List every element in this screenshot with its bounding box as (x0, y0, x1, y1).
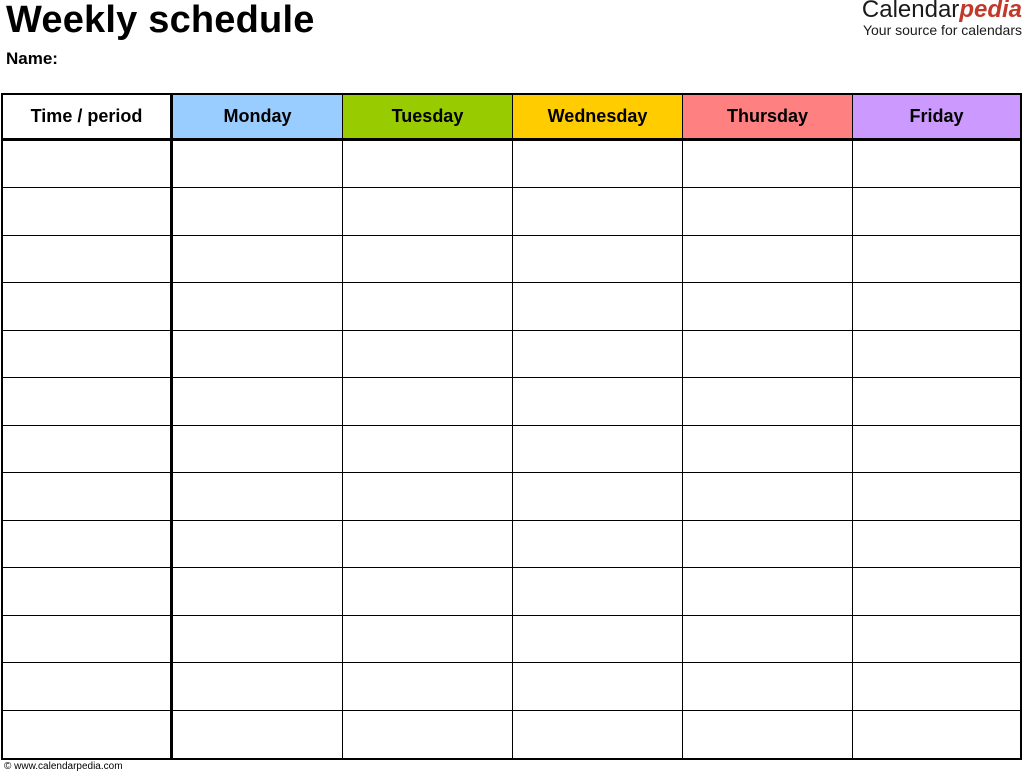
schedule-cell (3, 663, 173, 710)
schedule-cell (513, 141, 683, 188)
schedule-cell (513, 663, 683, 710)
schedule-cell (853, 331, 1020, 378)
schedule-cell (343, 236, 513, 283)
schedule-cell (513, 426, 683, 473)
schedule-cell (173, 283, 343, 330)
schedule-cell (853, 283, 1020, 330)
schedule-cell (3, 711, 173, 758)
schedule-cell (683, 283, 853, 330)
schedule-cell (173, 711, 343, 758)
brand-tagline: Your source for calendars (862, 22, 1022, 38)
schedule-cell (683, 236, 853, 283)
header-friday: Friday (853, 95, 1020, 141)
schedule-cell (3, 188, 173, 235)
schedule-cell (683, 426, 853, 473)
schedule-cell (853, 473, 1020, 520)
name-label: Name: (6, 49, 58, 68)
schedule-cell (3, 141, 173, 188)
schedule-cell (683, 141, 853, 188)
schedule-cell (513, 568, 683, 615)
schedule-cell (173, 616, 343, 663)
schedule-cell (853, 663, 1020, 710)
header-thursday: Thursday (683, 95, 853, 141)
schedule-cell (683, 521, 853, 568)
schedule-cell (343, 426, 513, 473)
schedule-cell (513, 616, 683, 663)
schedule-cell (173, 378, 343, 425)
schedule-cell (513, 378, 683, 425)
schedule-cell (853, 378, 1020, 425)
schedule-cell (343, 378, 513, 425)
schedule-cell (173, 141, 343, 188)
brand-name-part1: Calendar (861, 0, 960, 23)
schedule-cell (3, 473, 173, 520)
schedule-cell (683, 473, 853, 520)
schedule-cell (3, 568, 173, 615)
schedule-cell (683, 663, 853, 710)
schedule-cell (3, 283, 173, 330)
schedule-cell (3, 378, 173, 425)
schedule-cell (683, 378, 853, 425)
schedule-cell (173, 426, 343, 473)
brand-name (862, 0, 1022, 23)
schedule-cell (853, 236, 1020, 283)
schedule-cell (513, 521, 683, 568)
brand-name-part2: pedia (959, 0, 1022, 23)
header-wednesday: Wednesday (513, 95, 683, 141)
copyright-footer: © www.calendarpedia.com (4, 761, 123, 772)
schedule-cell (343, 331, 513, 378)
schedule-cell (343, 568, 513, 615)
schedule-cell (683, 331, 853, 378)
schedule-cell (853, 426, 1020, 473)
schedule-cell (853, 616, 1020, 663)
schedule-cell (173, 521, 343, 568)
brand-logo (862, 0, 1022, 37)
schedule-cell (3, 616, 173, 663)
schedule-cell (173, 473, 343, 520)
header-tuesday: Tuesday (343, 95, 513, 141)
schedule-cell (343, 663, 513, 710)
schedule-cell (343, 711, 513, 758)
schedule-cell (853, 188, 1020, 235)
schedule-cell (853, 711, 1020, 758)
schedule-cell (683, 711, 853, 758)
schedule-cell (343, 521, 513, 568)
schedule-cell (683, 568, 853, 615)
schedule-cell (343, 188, 513, 235)
schedule-cell (513, 283, 683, 330)
schedule-cell (853, 568, 1020, 615)
schedule-cell (173, 663, 343, 710)
schedule-cell (343, 616, 513, 663)
header-monday: Monday (173, 95, 343, 141)
schedule-table (1, 93, 1022, 760)
schedule-cell (853, 521, 1020, 568)
schedule-cell (3, 331, 173, 378)
schedule-cell (173, 236, 343, 283)
schedule-cell (683, 616, 853, 663)
schedule-cell (3, 236, 173, 283)
schedule-cell (513, 473, 683, 520)
schedule-cell (3, 521, 173, 568)
header-time-period: Time / period (3, 95, 173, 141)
schedule-cell (3, 426, 173, 473)
schedule-cell (853, 141, 1020, 188)
schedule-cell (513, 711, 683, 758)
page-title: Weekly schedule (6, 0, 315, 41)
schedule-cell (343, 473, 513, 520)
schedule-cell (513, 331, 683, 378)
schedule-cell (173, 331, 343, 378)
schedule-cell (173, 568, 343, 615)
schedule-cell (683, 188, 853, 235)
schedule-cell (513, 188, 683, 235)
schedule-cell (173, 188, 343, 235)
schedule-cell (513, 236, 683, 283)
schedule-cell (343, 141, 513, 188)
schedule-cell (343, 283, 513, 330)
